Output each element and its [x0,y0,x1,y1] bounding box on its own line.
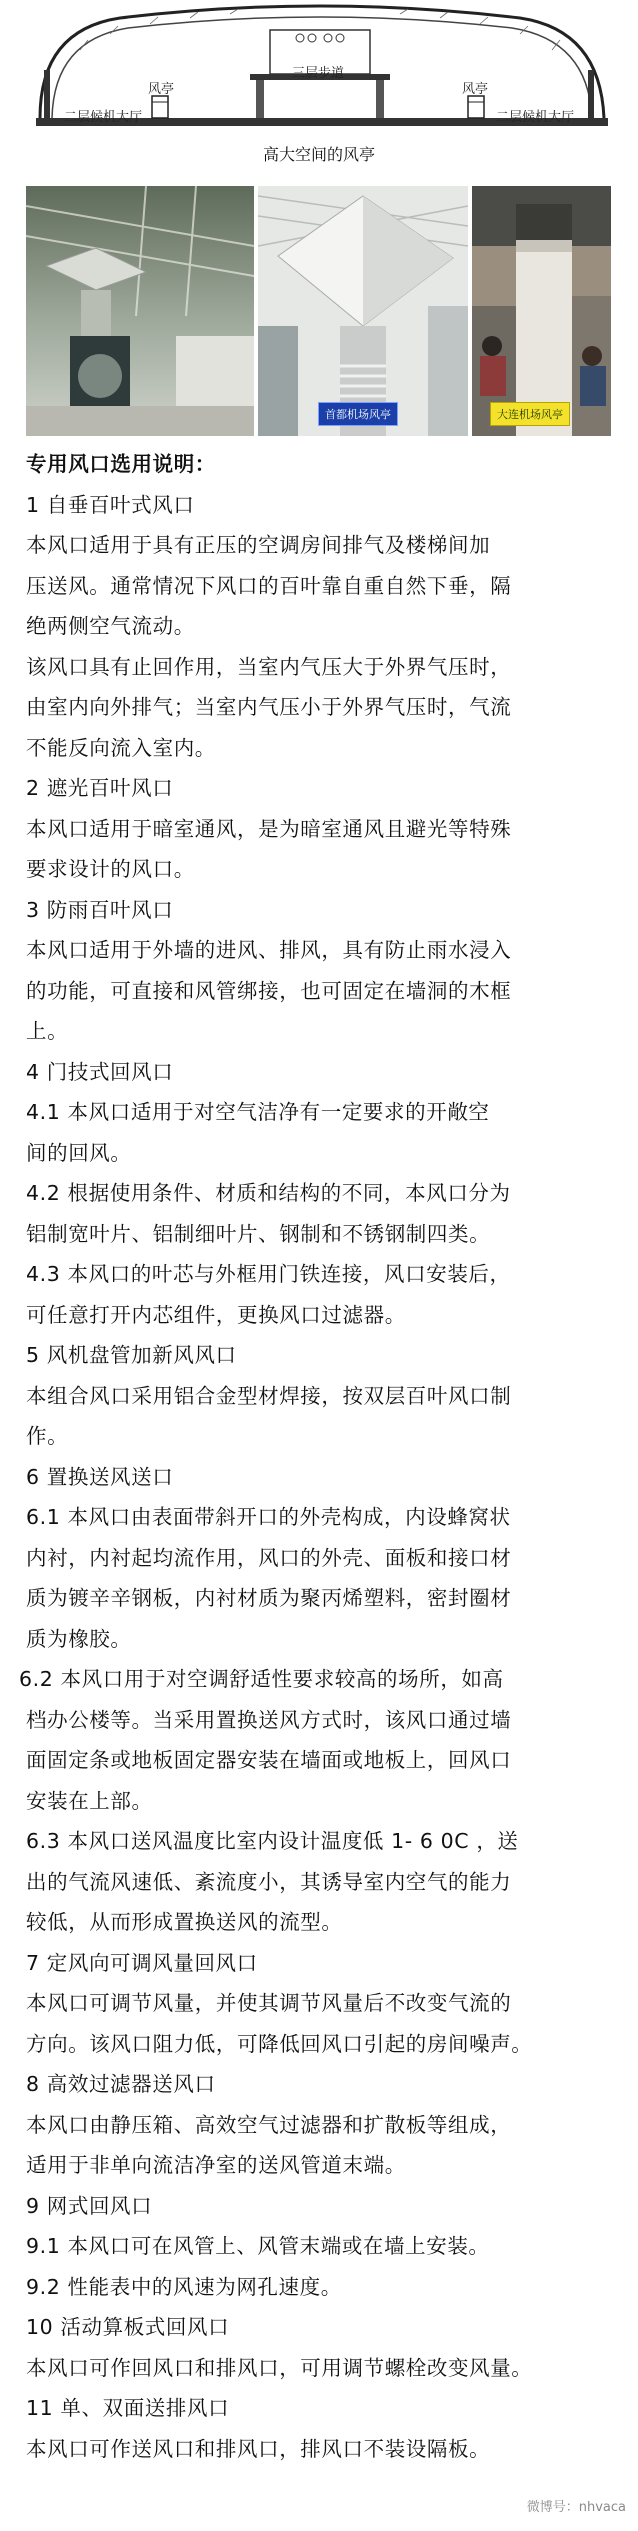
text-line: 质为橡胶。 [26,1626,132,1651]
text-line: 适用于非单向流洁净室的送风管道末端。 [26,2153,406,2177]
text-line: 11 单、双面送排风口 [26,2396,230,2420]
text-line: 本风口可作回风口和排风口，可用调节螺栓改变风量。 [26,2355,533,2380]
text-line: 方向。该风口阻力低，可降低回风口引起的房间噪声。 [26,2031,533,2056]
left-lobby-label: 二层候机大厅 [64,110,143,125]
text-line: 1 自垂百叶式风口 [26,492,195,517]
text-line: 作。 [26,1424,69,1448]
text-line: 6.2 本风口用于对空调舒适性要求较高的场所，如高 [19,1667,504,1691]
section-diagram [0,0,638,170]
caption-dalian: 大连机场风亭 [490,402,570,426]
text-line: 该风口具有止回作用，当室内气压大于外界气压时， [26,654,512,679]
text-line: 较低，从而形成置换送风的流型。 [26,1910,343,1934]
text-line: 本风口适用于具有正压的空调房间排气及楼梯间加 [26,533,491,557]
caption-beijing: 首都机场风亭 [318,402,398,426]
text-line: 间的回风。 [26,1140,132,1165]
text-line: 内衬，内衬起均流作用，风口的外壳、面板和接口材 [26,1545,512,1570]
text-line: 不能反向流入室内。 [26,735,216,760]
text-line: 档办公楼等。当采用置换送风方式时，该风口通过墙 [26,1707,512,1732]
text-line: 本风口可调节风量，并使其调节风量后不改变气流的 [26,1991,512,2015]
text-line: 9.2 性能表中的风速为网孔速度。 [26,2274,342,2299]
text-line: 4 门技式回风口 [26,1059,174,1084]
text-line: 出的气流风速低、紊流度小，其诱导室内空气的能力 [26,1869,512,1894]
watermark: 微博号：nhvaca [526,2500,626,2515]
text-line: 安装在上部。 [26,1788,153,1813]
text-line: 9 网式回风口 [26,2193,153,2218]
photo-dalian-kiosk [472,186,611,436]
text-line: 4.3 本风口的叶芯与外框用门铁连接，风口安装后， [26,1262,511,1286]
left-kiosk-label: 风亭 [148,82,175,97]
text-line: 绝两侧空气流动。 [26,614,195,638]
diagram-caption: 高大空间的风亭 [262,145,375,164]
text-line: 10 活动算板式回风口 [26,2315,230,2339]
text-line: 6.1 本风口由表面带斜开口的外壳构成，内设蜂窝状 [26,1505,511,1529]
walkway-label: 三层步道 [292,66,345,81]
text-line: 本组合风口采用铝合金型材焊接，按双层百叶风口制 [26,1383,512,1408]
text-line: 4.2 根据使用条件、材质和结构的不同，本风口分为 [26,1181,511,1205]
section-heading: 专用风口选用说明： [26,452,216,476]
text-line: 9.1 本风口可在风管上、风管末端或在墙上安装。 [26,2234,490,2258]
text-line: 3 防雨百叶风口 [26,897,174,922]
text-line: 本风口由静压箱、高效空气过滤器和扩散板等组成， [26,2112,512,2137]
text-line: 的功能，可直接和风管绑接，也可固定在墙洞的木框 [26,978,512,1003]
text-line: 2 遮光百叶风口 [26,776,174,800]
text-line: 上。 [26,1019,69,1043]
text-line: 要求设计的风口。 [26,857,195,881]
photo-strip [26,186,611,436]
text-body [19,444,626,2469]
text-line: 质为镀辛辛钢板，内衬材质为聚丙烯塑料，密封圈材 [26,1586,512,1610]
text-line: 7 定风向可调风量回风口 [26,1950,258,1975]
text-line: 铝制宽叶片、铝制细叶片、钢制和不锈钢制四类。 [26,1221,491,1246]
text-line: 6.3 本风口送风温度比室内设计温度低 1- 6 0C ，送 [26,1829,519,1853]
photo-beijing-kiosk [258,186,468,436]
text-line: 8 高效过滤器送风口 [26,2072,216,2096]
text-line: 可任意打开内芯组件，更换风口过滤器。 [26,1302,406,1327]
text-line: 5 风机盘管加新风风口 [26,1343,237,1367]
text-line: 由室内向外排气；当室内气压小于外界气压时，气流 [26,695,512,719]
text-line: 6 置换送风送口 [26,1464,174,1489]
text-line: 4.1 本风口适用于对空气洁净有一定要求的开敞空 [26,1100,490,1124]
text-line: 本风口可作送风口和排风口，排风口不装设隔板。 [26,2436,491,2461]
text-line: 压送风。通常情况下风口的百叶靠自重自然下垂，隔 [26,573,512,598]
right-kiosk-label: 风亭 [462,82,489,97]
text-line: 本风口适用于暗室通风，是为暗室通风且避光等特殊 [26,816,512,841]
text-line: 本风口适用于外墙的进风、排风，具有防止雨水浸入 [26,938,512,962]
photo-airport-hall [26,186,254,436]
right-lobby-label: 二层候机大厅 [496,110,575,125]
text-line: 面固定条或地板固定器安装在墙面或地板上，回风口 [26,1748,512,1772]
